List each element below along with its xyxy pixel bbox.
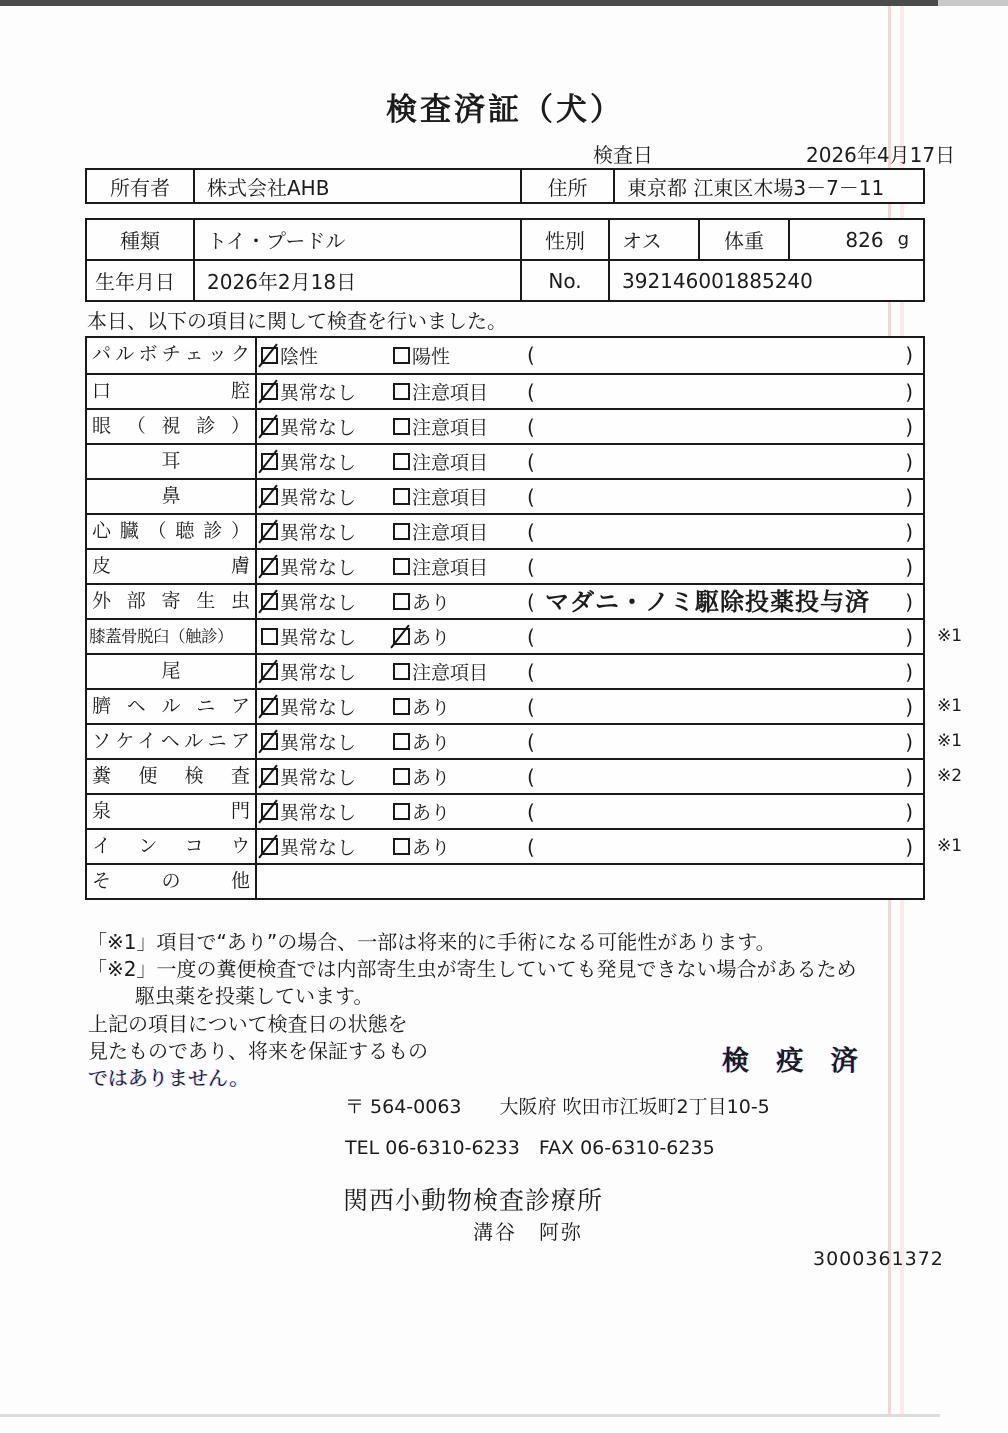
pet-table	[85, 218, 925, 302]
checkbox-checked[interactable]	[261, 768, 278, 785]
footnotes	[87, 929, 856, 1010]
exam-options-cell	[257, 760, 923, 793]
option-label: 異常なし	[280, 732, 357, 754]
exam-options-cell	[257, 725, 923, 758]
check-mark-icon	[258, 379, 277, 403]
option-label: 注意項目	[412, 662, 489, 684]
option-label: 注意項目	[412, 522, 489, 544]
paren-open: (	[527, 590, 535, 614]
paren-open: (	[527, 660, 535, 684]
pet-table-row-1	[87, 220, 923, 259]
check-mark-icon	[258, 589, 277, 613]
exam-row	[87, 338, 923, 373]
weight-number: 826	[845, 227, 884, 252]
breed-value: トイ・プードル	[195, 220, 522, 259]
paren-close: )	[905, 695, 913, 719]
exam-row	[87, 793, 923, 828]
option-label: あり	[412, 767, 451, 789]
breed-label: 種類	[87, 220, 195, 259]
weight-label: 体重	[700, 220, 790, 259]
paren-open: (	[527, 765, 535, 789]
exam-options-cell	[257, 690, 923, 723]
checkbox-checked[interactable]	[261, 523, 278, 540]
option-label: あり	[412, 732, 451, 754]
intro-text: 本日、以下の項目に関して検査を行いました。	[87, 309, 507, 333]
checkbox-unchecked[interactable]	[393, 558, 410, 575]
exam-option	[393, 655, 488, 688]
exam-option	[393, 620, 450, 653]
exam-item-label: 心臓（聴診）	[87, 515, 257, 548]
option-label: 異常なし	[280, 452, 357, 474]
checkbox-checked[interactable]	[261, 593, 278, 610]
option-label: あり	[412, 627, 451, 649]
paren-close: )	[905, 625, 913, 649]
paren-open: (	[527, 800, 535, 824]
serial-number: 3000361372	[813, 1248, 944, 1270]
exam-option	[261, 655, 356, 688]
paren-close: )	[905, 660, 913, 684]
disclaimer	[88, 1011, 428, 1092]
check-mark-icon	[258, 343, 277, 367]
exam-row	[87, 478, 923, 513]
exam-option	[393, 830, 450, 863]
scan-edge-top-right	[938, 0, 1008, 6]
exam-options-cell	[257, 655, 923, 688]
exam-option	[393, 760, 450, 793]
option-label: 異常なし	[280, 522, 357, 544]
check-mark-icon	[390, 624, 409, 648]
footnote-marker: ※2	[937, 766, 963, 786]
quarantine-stamp: 検 疫 済	[722, 1046, 867, 1077]
page-title: 検査済証（犬）	[386, 92, 624, 128]
footnote-marker: ※1	[937, 696, 963, 716]
option-label: 異常なし	[280, 627, 357, 649]
weight-unit: g	[897, 229, 909, 250]
exam-item-label: パルボチェック	[87, 338, 257, 373]
exam-row	[87, 723, 963, 758]
exam-options-cell	[257, 830, 923, 863]
check-mark-icon	[258, 519, 277, 543]
check-mark-icon	[258, 694, 277, 718]
address-value: 東京都 江東区木場3－7－11	[627, 175, 885, 200]
exam-option	[261, 725, 356, 758]
owner-table	[85, 168, 925, 204]
exam-row	[87, 583, 923, 618]
exam-row	[87, 513, 923, 548]
paren-open: (	[527, 625, 535, 649]
exam-row	[87, 443, 923, 478]
footnote-marker: ※1	[937, 731, 963, 751]
owner-label: 所有者	[87, 170, 195, 202]
exam-item-label: 泉門	[87, 795, 257, 828]
paren-open: (	[527, 835, 535, 859]
paren-close: )	[905, 380, 913, 404]
paren-open: (	[527, 695, 535, 719]
exam-row	[87, 653, 923, 688]
checkbox-checked[interactable]	[393, 628, 410, 645]
exam-option	[393, 550, 488, 583]
option-label: 異常なし	[280, 592, 357, 614]
paren-open: (	[527, 415, 535, 439]
exam-row	[87, 373, 923, 408]
paren-open: (	[527, 485, 535, 509]
option-label: 異常なし	[280, 487, 357, 509]
checkbox-unchecked[interactable]	[393, 593, 410, 610]
paren-close: )	[905, 590, 913, 614]
option-label: あり	[412, 592, 451, 614]
checkbox-unchecked[interactable]	[393, 453, 410, 470]
exam-row	[87, 758, 963, 793]
paren-open: (	[527, 450, 535, 474]
exam-item-label: 外部寄生虫	[87, 585, 257, 618]
option-label: 注意項目	[412, 557, 489, 579]
exam-options-cell	[257, 410, 923, 443]
checkbox-checked[interactable]	[261, 803, 278, 820]
exam-option	[393, 515, 488, 548]
exam-option	[261, 410, 356, 443]
checkbox-unchecked[interactable]	[393, 523, 410, 540]
check-mark-icon	[258, 659, 277, 683]
option-label: 異常なし	[280, 697, 357, 719]
owner-value: 株式会社AHB	[195, 170, 522, 202]
check-mark-icon	[258, 414, 277, 438]
exam-option	[393, 410, 488, 443]
exam-item-label: 耳	[87, 445, 257, 478]
checkbox-unchecked[interactable]	[393, 488, 410, 505]
option-label: 陽性	[412, 346, 451, 368]
checkbox-unchecked[interactable]	[393, 733, 410, 750]
option-label: 注意項目	[412, 487, 489, 509]
paren-open: (	[527, 520, 535, 544]
sex-value: オス	[610, 220, 700, 259]
veterinarian-name: 溝谷 阿弥	[473, 1220, 583, 1244]
footnote-1: 「※1」項目で“あり”の場合、一部は将来的に手術になる可能性があります。	[87, 930, 776, 954]
checkbox-unchecked[interactable]	[261, 628, 278, 645]
check-mark-icon	[258, 799, 277, 823]
exam-option	[393, 375, 488, 408]
exam-options-cell	[257, 445, 923, 478]
check-mark-icon	[258, 834, 277, 858]
exam-item-label: 鼻	[87, 480, 257, 513]
exam-option	[261, 480, 356, 513]
check-mark-icon	[258, 449, 277, 473]
sex-label: 性別	[522, 220, 610, 259]
checkbox-unchecked[interactable]	[393, 838, 410, 855]
exam-row	[87, 548, 923, 583]
checkbox-unchecked[interactable]	[393, 347, 410, 364]
option-label: 異常なし	[280, 662, 357, 684]
checkbox-unchecked[interactable]	[393, 803, 410, 820]
paren-close: )	[905, 835, 913, 859]
exam-options-cell	[257, 865, 923, 898]
option-label: 陰性	[280, 346, 319, 368]
exam-option	[261, 830, 356, 863]
checkbox-checked[interactable]	[261, 383, 278, 400]
paren-open: (	[527, 555, 535, 579]
clinic-name: 関西小動物検査診療所	[343, 1186, 604, 1215]
paren-close: )	[905, 800, 913, 824]
no-label: No.	[522, 261, 610, 300]
paren-open: (	[527, 730, 535, 754]
exam-option	[393, 480, 488, 513]
exam-item-label: その他	[87, 865, 257, 898]
disclaimer-line-1: 上記の項目について検査日の状態を	[88, 1012, 408, 1036]
exam-option	[261, 620, 356, 653]
check-mark-icon	[258, 729, 277, 753]
check-mark-icon	[258, 554, 277, 578]
checkbox-unchecked[interactable]	[393, 383, 410, 400]
checkbox-checked[interactable]	[261, 488, 278, 505]
exam-option	[261, 795, 356, 828]
clinic-tel-fax: TEL 06-6310-6233 FAX 06-6310-6235	[345, 1137, 715, 1159]
checkbox-checked[interactable]	[261, 733, 278, 750]
paren-close: )	[905, 343, 913, 367]
exam-option	[261, 690, 356, 723]
exam-row	[87, 688, 963, 723]
birth-value: 2026年2月18日	[195, 261, 522, 300]
option-label: 異常なし	[280, 767, 357, 789]
option-label: 異常なし	[280, 837, 357, 859]
exam-row	[87, 863, 923, 898]
checkbox-unchecked[interactable]	[393, 418, 410, 435]
exam-row	[87, 828, 963, 863]
exam-option	[393, 338, 450, 373]
exam-options-cell	[257, 480, 923, 513]
exam-item-label: 皮膚	[87, 550, 257, 583]
option-label: 注意項目	[412, 382, 489, 404]
paren-close: )	[905, 485, 913, 509]
exam-option	[261, 585, 356, 618]
paren-open: (	[527, 343, 535, 367]
exam-options-cell	[257, 515, 923, 548]
option-label: 注意項目	[412, 417, 489, 439]
option-label: あり	[412, 802, 451, 824]
exam-options-cell	[257, 585, 923, 618]
exam-item-label: 臍ヘルニア	[87, 690, 257, 723]
paren-close: )	[905, 450, 913, 474]
inspection-date-value: 2026年4月17日	[806, 143, 956, 167]
exam-item-label: インコウ	[87, 830, 257, 863]
exam-item-label: 膝蓋骨脱臼（触診）	[87, 620, 257, 653]
scan-edge-top	[0, 0, 938, 6]
option-label: 異常なし	[280, 417, 357, 439]
exam-option	[393, 445, 488, 478]
paren-close: )	[905, 555, 913, 579]
exam-item-label: 尾	[87, 655, 257, 688]
exam-option	[261, 550, 356, 583]
exam-option	[393, 690, 450, 723]
footnote-marker: ※1	[937, 626, 963, 646]
footnote-2: 「※2」一度の糞便検査では内部寄生虫が寄生していても発見できない場合があるため	[87, 957, 857, 981]
option-label: 注意項目	[412, 452, 489, 474]
exam-options-cell	[257, 550, 923, 583]
checkbox-checked[interactable]	[261, 558, 278, 575]
option-label: 異常なし	[280, 802, 357, 824]
exam-option	[261, 338, 318, 373]
exam-option	[261, 760, 356, 793]
exam-option	[261, 375, 356, 408]
check-mark-icon	[258, 484, 277, 508]
checkbox-checked[interactable]	[261, 698, 278, 715]
checkbox-unchecked[interactable]	[393, 768, 410, 785]
option-label: あり	[412, 697, 451, 719]
exam-item-label: ソケイヘルニア	[87, 725, 257, 758]
footnote-marker: ※1	[937, 836, 963, 856]
exam-table	[85, 336, 963, 900]
exam-item-label: 口腔	[87, 375, 257, 408]
exam-item-label: 糞便検査	[87, 760, 257, 793]
exam-option	[261, 445, 356, 478]
checkbox-checked[interactable]	[261, 663, 278, 680]
checkbox-checked[interactable]	[261, 838, 278, 855]
paren-open: (	[527, 380, 535, 404]
option-label: あり	[412, 837, 451, 859]
exam-item-label: 眼（視診）	[87, 410, 257, 443]
disclaimer-line-3: ではありません。	[88, 1066, 250, 1090]
exam-option	[393, 585, 450, 618]
no-value: 392146001885240	[622, 268, 813, 293]
address-label: 住所	[522, 170, 615, 202]
birth-label: 生年月日	[87, 261, 195, 300]
checkbox-unchecked[interactable]	[393, 663, 410, 680]
paren-annotation: マダニ・ノミ駆除投薬投与済	[545, 588, 870, 616]
exam-options-cell	[257, 795, 923, 828]
option-label: 異常なし	[280, 382, 357, 404]
paren-close: )	[905, 415, 913, 439]
weight-value	[790, 220, 923, 259]
exam-options-cell	[257, 620, 923, 653]
exam-row	[87, 618, 963, 653]
paren-close: )	[905, 765, 913, 789]
exam-option	[393, 725, 450, 758]
exam-options-cell	[257, 375, 923, 408]
paren-close: )	[905, 730, 913, 754]
checkbox-unchecked[interactable]	[393, 698, 410, 715]
scan-edge-bottom	[0, 1414, 940, 1417]
paren-close: )	[905, 520, 913, 544]
footnote-2-continued: 駆虫薬を投薬しています。	[135, 984, 374, 1008]
checkbox-checked[interactable]	[261, 453, 278, 470]
check-mark-icon	[258, 764, 277, 788]
exam-options-cell	[257, 338, 923, 373]
exam-option	[393, 795, 450, 828]
checkbox-checked[interactable]	[261, 347, 278, 364]
inspection-date-label: 検査日	[593, 143, 653, 167]
clinic-address: 〒 564-0063 大阪府 吹田市江坂町2丁目10-5	[345, 1096, 770, 1118]
disclaimer-line-2: 見たものであり、将来を保証するもの	[88, 1039, 428, 1063]
exam-option	[261, 515, 356, 548]
pet-table-row-2	[87, 259, 923, 300]
option-label: 異常なし	[280, 557, 357, 579]
exam-row	[87, 408, 923, 443]
checkbox-checked[interactable]	[261, 418, 278, 435]
